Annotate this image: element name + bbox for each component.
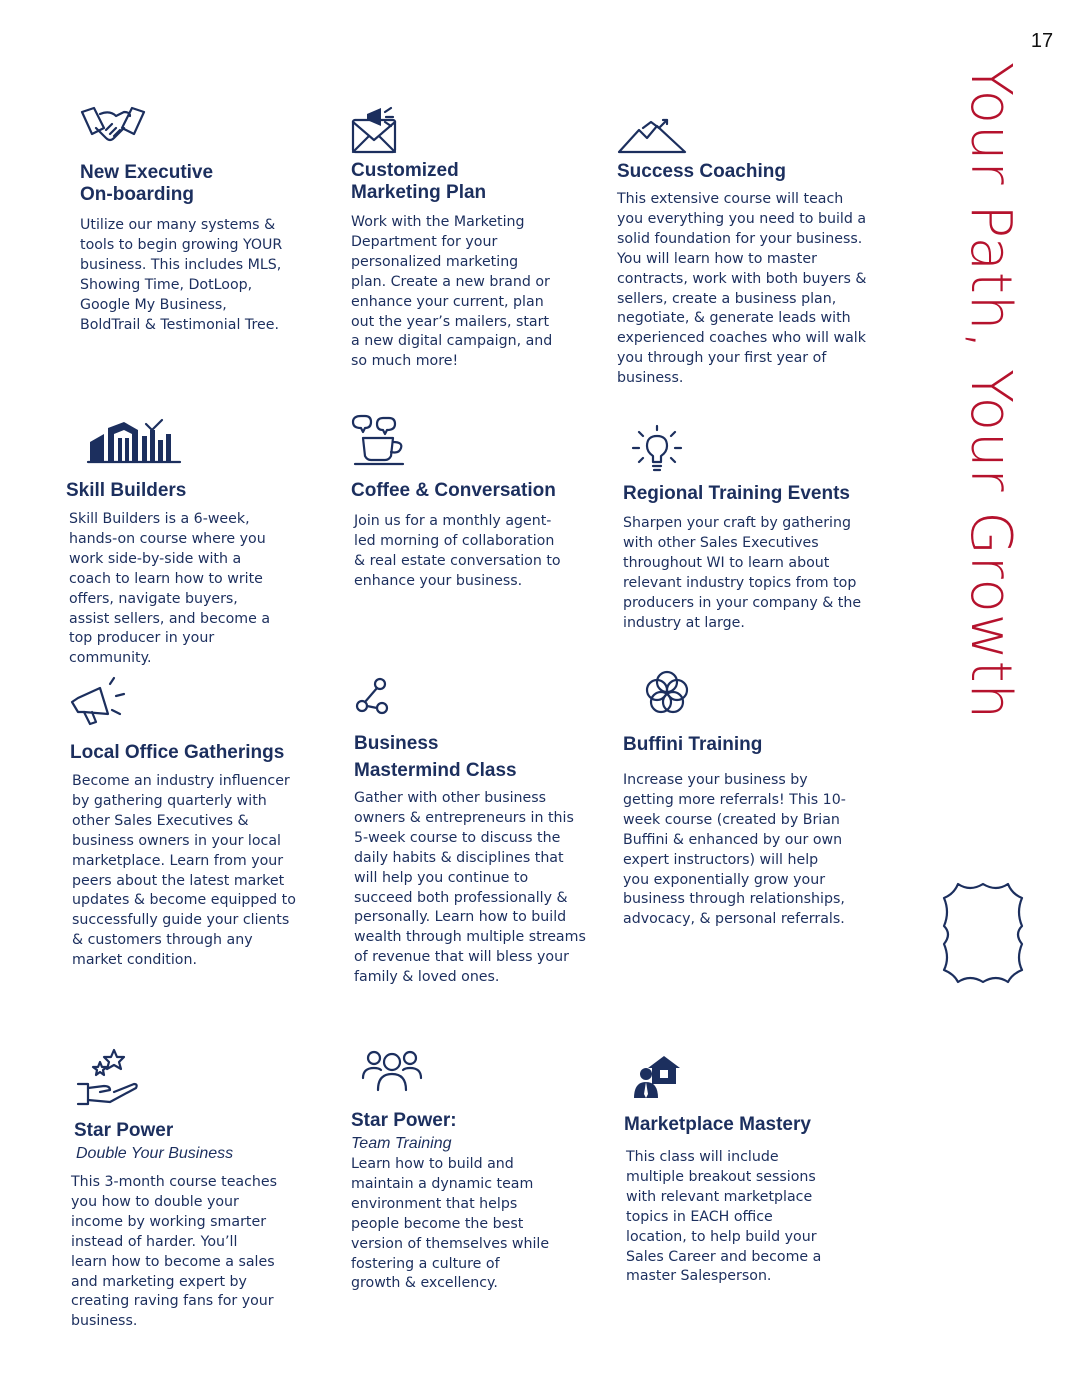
side-title bbox=[930, 62, 1050, 862]
card-title: Buffini Training bbox=[623, 734, 763, 755]
card-body: Skill Builders is a 6-week, hands-on course where you work side-by-side with a coach to learn how to write offers, navigate buyers, assist sellers, and become a top producer in your community. bbox=[69, 511, 271, 667]
card-skill-builders bbox=[66, 418, 316, 669]
card-title: Coffee & Conversation bbox=[351, 480, 556, 501]
card-body: Learn how to build and maintain a dynamic team environment that helps people become the best version of themselves while fostering a culture of growth & excellency. bbox=[351, 1156, 550, 1292]
card-coffee bbox=[351, 414, 591, 592]
card-title: New Executive On-boarding bbox=[80, 162, 214, 205]
flower-rings-icon bbox=[643, 668, 691, 716]
card-body: Sharpen your craft by gathering with other Sales Executives throughout WI to learn about relevant industry topics from top producers in your company & the industry at large. bbox=[623, 515, 862, 631]
card-title: Business Mastermind Class bbox=[354, 733, 517, 781]
card-title: Skill Builders bbox=[66, 480, 187, 501]
mountain-peak-icon bbox=[617, 118, 687, 154]
shield-badge-icon bbox=[938, 878, 1028, 988]
lightbulb-icon bbox=[629, 424, 685, 476]
house-person-icon bbox=[632, 1054, 680, 1098]
card-title: Success Coaching bbox=[617, 161, 786, 182]
card-body: Utilize our many systems & tools to begin growing YOUR business. This includes MLS, Showing Time, DotLoop, Google My Business, BoldTrail & Testimonial Tree. bbox=[80, 217, 283, 333]
card-body: This 3-month course teaches you how to double your income by working smarter instead of harder. You’ll learn how to become a sales and marketing expert by creating raving fans for your business. bbox=[71, 1174, 278, 1330]
card-body: Gather with other business owners & entrepreneurs in this 5-week course to discuss the daily habits & disciplines that will help you continue to succeed both professionally & personally. Learn how to build wealth through multiple streams of revenue that will bless your family & loved ones. bbox=[354, 790, 586, 986]
card-body: This class will include multiple breakout sessions with relevant marketplace topics in EACH office location, to help build your Sales Career and become a master Salesperson. bbox=[626, 1149, 822, 1285]
card-title: Star Power bbox=[74, 1120, 174, 1141]
card-title: Regional Training Events bbox=[623, 483, 850, 504]
card-title: Customized Marketing Plan bbox=[351, 160, 487, 203]
card-local-office bbox=[70, 676, 320, 971]
card-marketplace bbox=[624, 1054, 874, 1287]
card-title: Marketplace Mastery bbox=[624, 1114, 811, 1135]
mail-megaphone-icon bbox=[351, 104, 401, 154]
coffee-cup-chat-icon bbox=[351, 414, 407, 466]
handshake-icon bbox=[80, 104, 146, 146]
card-body: This extensive course will teach you everything you need to build a solid foundation for your business. You will learn how to master contracts, work with both buyers & sellers, create a business plan, negotiate, & generate leads with experienced coaches who will walk you through your first year of business. bbox=[617, 191, 867, 387]
card-buffini bbox=[623, 668, 893, 930]
card-body: Join us for a monthly agent- led morning of collaboration & real estate conversation to enhance your business. bbox=[354, 513, 561, 589]
card-body: Work with the Marketing Department for your personalized marketing plan. Create a new brand or enhance your current, plan out the year’s mailers, start a new digital campaign, and so much more! bbox=[351, 214, 553, 370]
hand-stars-icon bbox=[74, 1046, 142, 1108]
card-regional bbox=[623, 424, 893, 633]
card-star-power bbox=[71, 1046, 314, 1332]
network-nodes-icon bbox=[354, 676, 394, 716]
card-subtitle: Double Your Business bbox=[76, 1145, 234, 1162]
card-title: Star Power: bbox=[351, 1110, 457, 1131]
card-coaching bbox=[617, 118, 887, 389]
megaphone-icon bbox=[70, 676, 130, 728]
page-number: 17 bbox=[1030, 30, 1054, 52]
side-title-text: Your Path, Your Growth bbox=[958, 62, 1023, 721]
card-title: Local Office Gatherings bbox=[70, 742, 285, 763]
city-buildings-icon bbox=[86, 418, 182, 464]
card-mastermind bbox=[354, 676, 604, 988]
card-star-power-team bbox=[351, 1046, 601, 1294]
card-body: Become an industry influencer by gathering quarterly with other Sales Executives & business owners in your local marketplace. Learn from your peers about the latest market updates & become equipped to successfully guide your clients & customers through any market condition. bbox=[72, 773, 296, 969]
team-people-icon bbox=[361, 1046, 423, 1094]
card-marketing bbox=[351, 104, 591, 372]
card-new-executive bbox=[80, 104, 320, 335]
card-body: Increase your business by getting more referrals! This 10- week course (created by Brian Buffini & enhanced by our own expert instructors) will help you exponentially grow your business through relationships, advocacy, & personal referrals. bbox=[623, 772, 846, 928]
card-subtitle: Team Training bbox=[351, 1135, 452, 1152]
